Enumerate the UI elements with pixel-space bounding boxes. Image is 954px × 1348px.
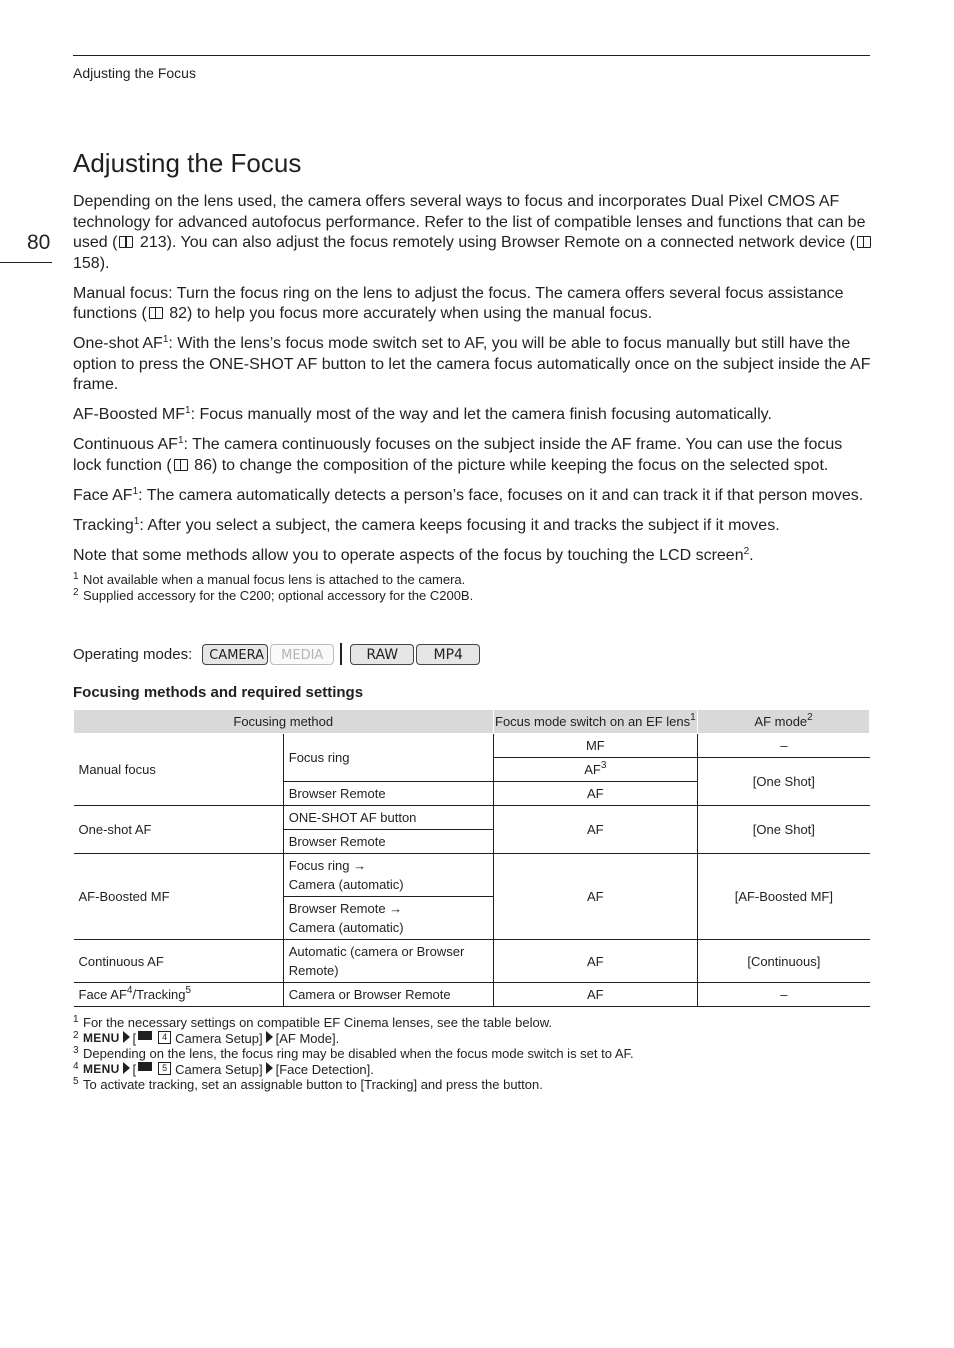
cell-af-mode: – (698, 983, 870, 1007)
cell-af-mode: [Continuous] (698, 940, 870, 983)
tab-number-icon: 5 (158, 1062, 171, 1075)
camera-icon (138, 1062, 152, 1071)
footnote: 1 For the necessary settings on compatible EF Cinema lenses, see the table below. (73, 1014, 552, 1030)
mode-media-badge: MEDIA (270, 644, 334, 665)
mode-mp4-badge: MP4 (416, 644, 480, 665)
face-af-paragraph: Face $AF^1$: The camera automatically detects a person’s face, focuses on it and can track it if that person moves. (73, 485, 864, 504)
running-title: Adjusting the Focus (73, 65, 196, 81)
header-switch: Focus mode switch on an EF lens$^1$ (493, 710, 698, 734)
header-af-mode: AF mode$^2$ (698, 710, 870, 734)
table-row (74, 854, 870, 897)
cell-af-mode: [One Shot] (698, 806, 870, 854)
chevron-right-icon (123, 1062, 130, 1074)
cell-switch: $AF^3$ (493, 758, 698, 782)
footnotes-table (73, 1015, 873, 1093)
page-title: Adjusting the Focus (73, 148, 302, 178)
table-header-row (74, 710, 870, 734)
cell-method: Manual focus (74, 734, 284, 806)
mode-separator (340, 643, 342, 665)
footnote: 2 Supplied accessory for the C200; optional accessory for the C200B. (73, 586, 474, 603)
cell-method: Continuous AF (74, 940, 284, 983)
body-text (73, 192, 873, 576)
table-row (74, 806, 870, 830)
intro-paragraph: Depending on the lens used, the camera offers several ways to focus and incorporates Dual Pixel CMOS AF technology for advanced autofocus performance. Refer to the list of compatible lenses and functions that can be used ( 213). You can also adjust the focus remotely using Browser Remote on a connected network device ( 158). (73, 192, 873, 274)
footnotes-top (73, 572, 873, 603)
cell-af-mode: – (698, 734, 870, 758)
cell-switch: AF (493, 806, 698, 854)
book-icon (149, 307, 163, 319)
operating-modes (73, 643, 480, 665)
header-method: Focusing method (74, 710, 494, 734)
footnote: 3 Depending on the lens, the focus ring may be disabled when the focus mode switch is set to AF. (73, 1045, 634, 1061)
menu-icon: MENU (83, 1061, 120, 1076)
table-row (74, 734, 870, 758)
cell-switch: AF (493, 940, 698, 983)
footnote: 2 MENU [ 4 Camera Setup] [AF Mode]. (73, 1029, 340, 1046)
footnote: 4 MENU [ 5 Camera Setup] [Face Detection]. (73, 1060, 374, 1077)
page-number: 80 (27, 231, 51, 254)
chevron-right-icon (123, 1031, 130, 1043)
cell-control: Browser Remote (283, 830, 493, 854)
book-icon (174, 459, 188, 471)
cell-control: Focus ring → Camera (automatic) (283, 854, 493, 897)
cell-control: Browser Remote (283, 782, 493, 806)
cell-switch: MF (493, 734, 698, 758)
mode-raw-badge: RAW (350, 644, 414, 665)
chevron-right-icon (266, 1031, 273, 1043)
footnote: 1 Not available when a manual focus lens is attached to the camera. (73, 571, 466, 587)
cell-method: One-shot AF (74, 806, 284, 854)
cell-control: Browser Remote → Camera (automatic) (283, 897, 493, 940)
cell-control: Camera or Browser Remote (283, 983, 493, 1007)
cell-switch: AF (493, 983, 698, 1007)
table-row (74, 940, 870, 983)
tab-number-icon: 4 (158, 1031, 171, 1044)
note-paragraph: Note that some methods allow you to operate aspects of the focus by touching the LCD screen$^2$. (73, 545, 754, 564)
cell-method: Face $AF^4/Tracking^5$ (74, 983, 284, 1007)
menu-icon: MENU (83, 1030, 120, 1045)
cell-control: ONE-SHOT AF button (283, 806, 493, 830)
cell-af-mode: [One Shot] (698, 758, 870, 806)
cell-control: Automatic (camera or Browser Remote) (283, 940, 493, 983)
cell-af-mode: [AF-Boosted MF] (698, 854, 870, 940)
cell-switch: AF (493, 782, 698, 806)
tracking-paragraph: Tracking$^1$: After you select a subject, the camera keeps focusing it and tracks the subject if it moves. (73, 515, 780, 534)
book-icon (857, 236, 871, 248)
book-icon (119, 236, 133, 248)
header-rule (73, 55, 870, 56)
focus-methods-table (73, 709, 870, 1007)
af-boosted-paragraph: AF-Boosted $MF^1$: Focus manually most of the way and let the camera finish focusing automatically. (73, 405, 772, 423)
manual-focus-paragraph: Manual focus: Turn the focus ring on the lens to adjust the focus. The camera offers several focus assistance functions ( 82) to help you focus more accurately when using the manual focus. (73, 284, 844, 322)
cell-method: AF-Boosted MF (74, 854, 284, 940)
footnote: 5 To activate tracking, set an assignable button to [Tracking] and press the button. (73, 1076, 543, 1092)
camera-icon (138, 1031, 152, 1040)
page-number-rule (0, 262, 52, 263)
operating-modes-label: Operating modes: (73, 645, 193, 663)
continuous-paragraph: Continuous $AF^1$: The camera continuously focuses on the subject inside the AF frame. You can use the focus lock function ( 86) to change the composition of the picture while keeping the focus on the selected spot. (73, 435, 843, 474)
table-row (74, 983, 870, 1007)
chevron-right-icon (266, 1062, 273, 1074)
section-title: Focusing methods and required settings (73, 684, 364, 701)
cell-switch: AF (493, 854, 698, 940)
mode-camera-badge: CAMERA (202, 644, 268, 665)
cell-control: Focus ring (283, 734, 493, 782)
one-shot-paragraph: One-shot $AF^1$: With the lens’s focus mode switch set to AF, you will be able to focus manually but still have the option to press the ONE-SHOT AF button to let the camera focus automatically once on the subject inside the AF frame. (73, 334, 871, 393)
